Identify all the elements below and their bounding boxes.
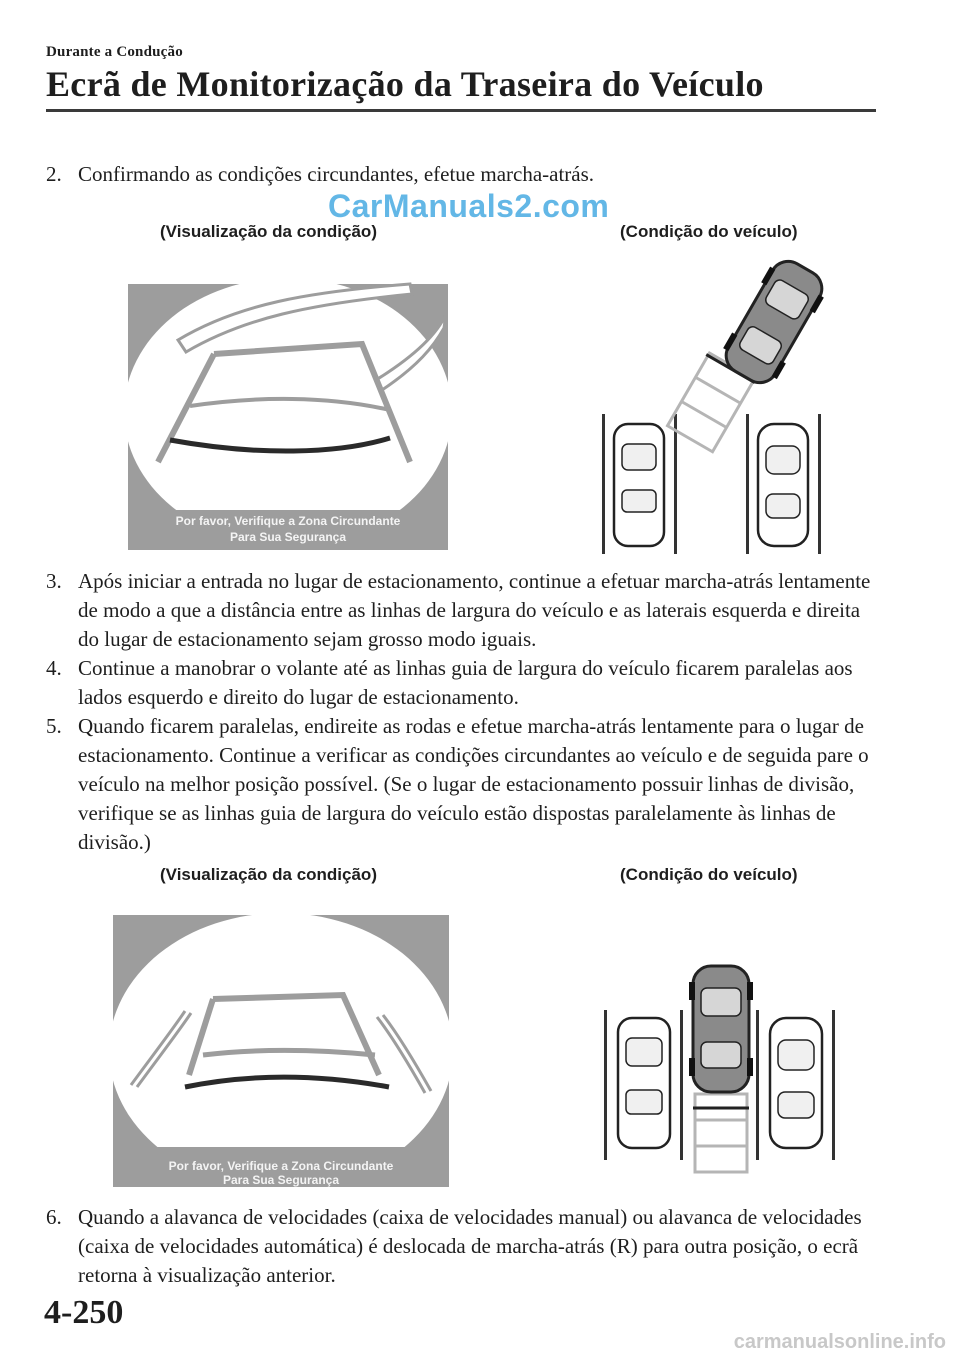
step-text: Quando a alavanca de velocidades (caixa de velocidades manual) ou alavanca de velocidades (caixa de velocidades automática) é deslocada de marcha-atrás (R) para outra posição, o ecrã retorna à visualização anterior.	[78, 1205, 862, 1287]
figure1-screen-line1: Por favor, Verifique a Zona Circundante	[175, 514, 401, 528]
step-text: Quando ficarem paralelas, endireite as rodas e efetue marcha-atrás lentamente para o lugar de estacionamento. Continue a verificar as condições circundantes ao veículo e de seguida pare o veículo na melhor posição possível. (Se o lugar de estacionamento possuir linhas de divisão, verifique se as linhas guia de largura do veículo estão dispostas paralelamente às linhas de divisão.)	[78, 714, 869, 854]
step-3	[46, 567, 876, 654]
step-4	[46, 654, 876, 712]
step-number: 2.	[46, 162, 62, 186]
step-6	[46, 1203, 876, 1290]
figure2-vehicle-diagram	[600, 960, 840, 1180]
figure1-screen-line2: Para Sua Segurança	[229, 530, 347, 544]
footer-watermark: carmanualsonline.info	[733, 1331, 946, 1353]
parked-car-left	[614, 424, 664, 546]
step-number: 3.	[46, 569, 62, 593]
parked-car-right	[758, 424, 808, 546]
step-number: 5.	[46, 714, 62, 738]
step-number: 4.	[46, 656, 62, 680]
parked-car-left	[618, 1018, 670, 1148]
reversing-car	[716, 253, 832, 391]
guide-area	[693, 1094, 749, 1172]
step-text: Continue a manobrar o volante até as linhas guia de largura do veículo ficarem paralelas aos lados esquerdo e direito do lugar de estacionamento.	[78, 656, 853, 709]
figure2-caption-vehicle: (Condição do veículo)	[620, 865, 798, 884]
page-title: Ecrã de Monitorização da Traseira do Veículo	[46, 64, 764, 104]
figure1-camera-view	[128, 284, 448, 550]
title-rule	[46, 109, 876, 112]
step-2	[46, 160, 876, 189]
reversing-car	[689, 966, 753, 1092]
figure2-screen-line1: Por favor, Verifique a Zona Circundante	[168, 1159, 394, 1173]
step-number: 6.	[46, 1205, 62, 1229]
page-number: 4-250	[44, 1294, 124, 1331]
figure2-caption-view: (Visualização da condição)	[160, 865, 377, 884]
figure1-vehicle-diagram	[598, 258, 838, 558]
figure1-caption-view: (Visualização da condição)	[160, 222, 377, 241]
figure2-screen-line2: Para Sua Segurança	[222, 1173, 340, 1187]
watermark-carmanuals2: CarManuals2.com	[328, 188, 610, 224]
section-label: Durante a Condução	[46, 44, 183, 60]
step-5	[46, 712, 876, 857]
step-text: Após iniciar a entrada no lugar de estacionamento, continue a efetuar marcha-atrás lentamente de modo a que a distância entre as linhas de largura do veículo e as laterais esquerda e direita do lugar de estacionamento sejam grosso modo iguais.	[78, 569, 871, 651]
parked-car-right	[770, 1018, 822, 1148]
figure1-caption-vehicle: (Condição do veículo)	[620, 222, 798, 241]
step-text: Confirmando as condições circundantes, efetue marcha-atrás.	[78, 162, 595, 186]
figure2-camera-view	[113, 915, 449, 1187]
